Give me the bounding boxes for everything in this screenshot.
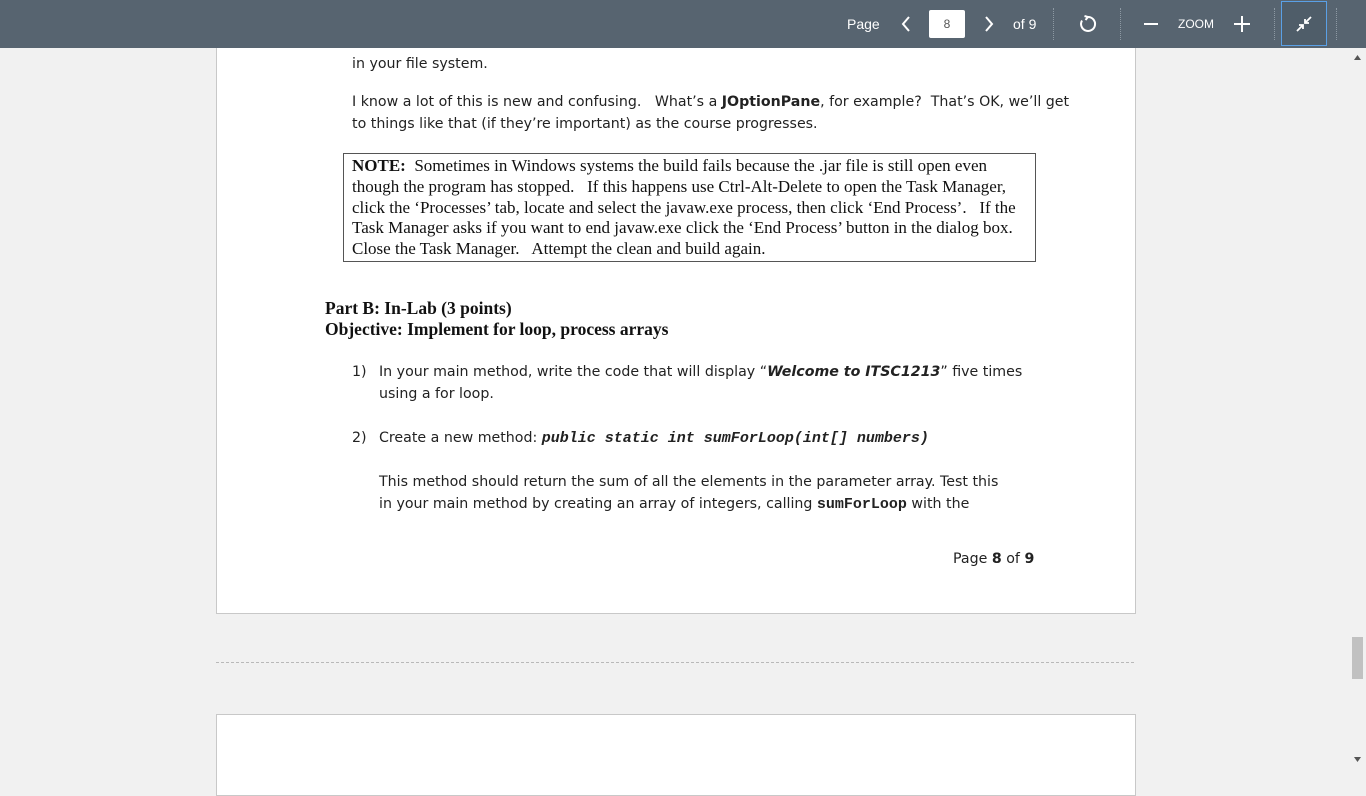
paragraph-text: , for example? That’s OK, we’ll get: [820, 94, 1070, 110]
zoom-in-icon: [1233, 15, 1251, 33]
exit-fullscreen-icon: [1294, 14, 1314, 34]
toolbar-divider: [1120, 8, 1121, 40]
page-label: Page: [847, 16, 880, 32]
list-number: 2): [352, 430, 367, 446]
section-heading: Part B: In-Lab (3 points): [325, 298, 512, 318]
zoom-in-button[interactable]: [1231, 0, 1253, 48]
page-total-label: of 9: [1013, 16, 1037, 32]
zoom-label: ZOOM: [1178, 17, 1214, 31]
zoom-out-icon: [1143, 16, 1159, 32]
note-label: NOTE:: [352, 156, 406, 175]
pdf-toolbar: [0, 0, 1366, 48]
paragraph-text: I know a lot of this is new and confusing. What’s a: [352, 94, 722, 110]
next-page-button[interactable]: [979, 0, 999, 48]
toolbar-divider: [1053, 8, 1054, 40]
page-divider: [216, 662, 1134, 663]
note-text: Sometimes in Windows systems the build fails because the .jar file is still open even though the program has stopped. If this happens use Ctrl-Alt-Delete to open the Task Manager, click the ‘Processes’ tab, locate and select the javaw.exe process, then click ‘End Process’. If the Task Manager asks if you want to end javaw.exe click the ‘End Process’ button in the dialog box. Close the Task Manager. Attempt the clean and build again.: [352, 156, 1026, 259]
scroll-up-button[interactable]: [1352, 52, 1363, 62]
list-item-text: In your main method, write the code that will display “: [379, 364, 768, 380]
list-item-text: Create a new method:: [379, 430, 542, 446]
footer-page-number: 8: [991, 551, 1002, 567]
footer-total-pages: 9: [1024, 551, 1035, 567]
rotate-icon: [1078, 14, 1098, 34]
bold-term: JOptionPane: [721, 94, 821, 110]
paragraph-text: This method should return the sum of all the elements in the parameter array. Test this: [379, 474, 999, 490]
paragraph: [352, 91, 1070, 135]
footer-text: Page: [953, 551, 992, 567]
paragraph-text: in your main method by creating an array of integers, calling: [379, 496, 817, 512]
list-item: [379, 361, 1039, 405]
note-box: [343, 153, 1036, 262]
body-text-line: in your file system.: [352, 56, 488, 72]
chevron-left-icon: [901, 16, 911, 32]
pdf-page: [216, 714, 1136, 796]
scroll-down-icon: [1354, 757, 1361, 762]
exit-fullscreen-button[interactable]: [1281, 1, 1327, 46]
scroll-down-button[interactable]: [1352, 754, 1363, 764]
page-footer: [953, 551, 1034, 567]
previous-page-button[interactable]: [896, 0, 916, 48]
page-number-input[interactable]: [929, 10, 965, 38]
list-item-text: ” five times: [940, 364, 1023, 380]
footer-text: of: [1001, 551, 1025, 567]
chevron-right-icon: [984, 16, 994, 32]
list-item-text: using a for loop.: [379, 386, 494, 402]
method-signature: public static int sumForLoop(int[] numbers): [541, 430, 929, 447]
paragraph-text: with the: [906, 496, 970, 512]
toolbar-divider: [1336, 8, 1337, 40]
scroll-up-icon: [1354, 55, 1361, 60]
list-number: 1): [352, 364, 367, 380]
objective-heading: Objective: Implement for loop, process arrays: [325, 319, 669, 339]
rotate-button[interactable]: [1073, 0, 1103, 48]
zoom-out-button[interactable]: [1140, 0, 1162, 48]
paragraph: [379, 471, 1039, 516]
bold-italic-text: Welcome to ITSC1213: [767, 364, 941, 380]
list-item: [379, 427, 929, 450]
inline-code: sumForLoop: [816, 496, 907, 513]
scrollbar-thumb[interactable]: [1352, 637, 1363, 679]
paragraph-text: to things like that (if they’re important) as the course progresses.: [352, 116, 818, 132]
toolbar-divider: [1274, 8, 1275, 40]
